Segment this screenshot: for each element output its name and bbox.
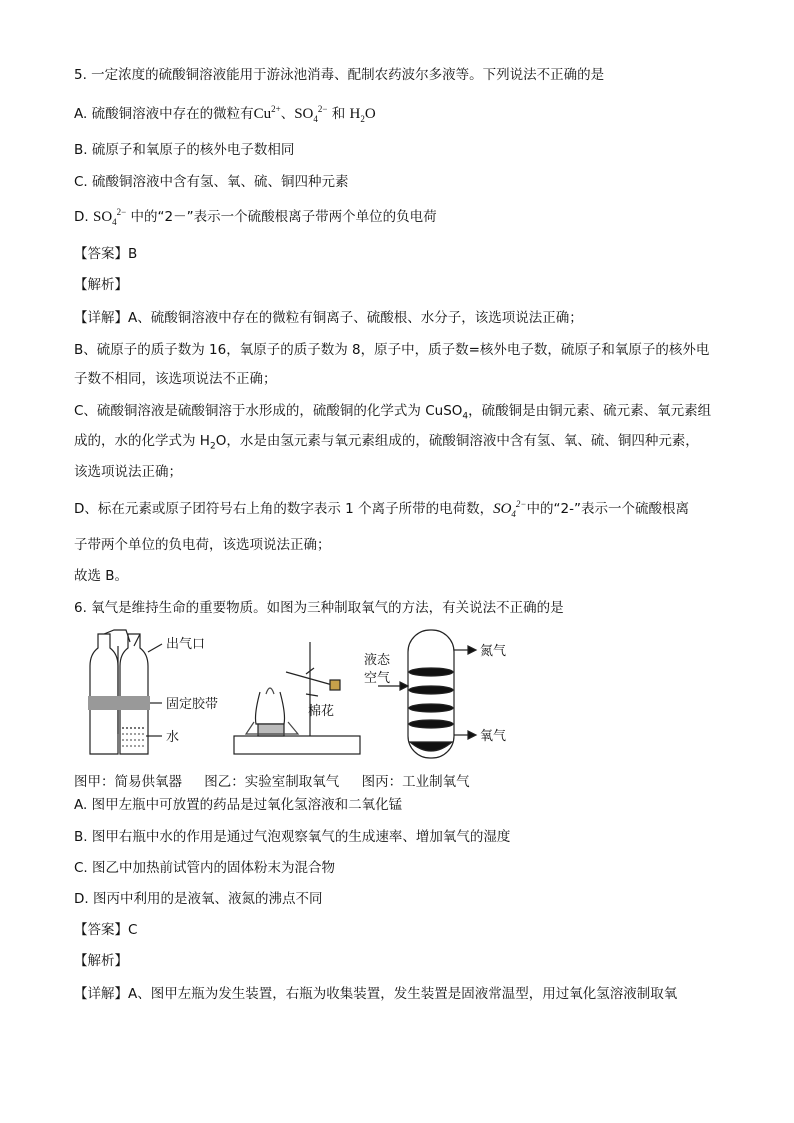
q5-detail-a: 【详解】A、硫酸铜溶液中存在的微粒有铜离子、硫酸根、水分子，该选项说法正确； (74, 310, 583, 326)
industrial-oxygen-column-drawing (378, 630, 476, 758)
q6-stem: 6. 氧气是维持生命的重要物质。如图为三种制取氧气的方法，有关说法不正确的是 (74, 600, 564, 616)
q6-detail-a: 【详解】A、图甲左瓶为发生装置，右瓶为收集装置，发生装置是固液常温型，用过氧化氢溶液制取氧 (74, 986, 678, 1002)
outlet-label: 出气口 (166, 637, 206, 652)
caption-yi: 图乙：实验室制取氧气 (204, 774, 340, 790)
lab-oxygen-apparatus-drawing (234, 642, 360, 754)
q5-detail-b2: 子数不相同，该选项说法不正确； (74, 371, 277, 387)
sulfate-ion: $SO_4^{2-}$ (493, 499, 527, 519)
q6-option-c: C. 图乙中加热前试管内的固体粉末为混合物 (74, 860, 336, 876)
simple-oxygen-supplier-drawing (88, 630, 162, 754)
q5-option-b: B. 硫原子和氧原子的核外电子数相同 (74, 142, 295, 158)
q5-option-c: C. 硫酸铜溶液中含有氢、氧、硫、铜四种元素 (74, 174, 349, 190)
q6-option-d: D. 图丙中利用的是液氧、液氮的沸点不同 (74, 891, 323, 907)
q5-option-a: A. 硫酸铜溶液中存在的微粒有$Cu^{2+}$、$SO_4^{2-}$ 和 $H_2O$ (74, 104, 376, 124)
water-label: 水 (166, 730, 180, 745)
oxygen-label: 氧气 (480, 729, 507, 744)
caption-bing: 图丙：工业制氧气 (361, 774, 470, 790)
q5-answer: 【答案】B (74, 246, 138, 262)
q5-conclusion: 故选 B。 (74, 568, 129, 584)
q5-detail-d1: D、标在元素或原子团符号右上角的数字表示 1 个离子所带的电荷数，$SO_4^{2-}$中的“2-”表示一个硫酸根离 (74, 499, 689, 519)
caption-jia: 图甲：简易供氧器 (74, 774, 182, 790)
cu-ion: $Cu^{2+}$ (253, 104, 281, 122)
q5-stem: 5. 一定浓度的硫酸铜溶液能用于游泳池消毒、配制农药波尔多液等。下列说法不正确的是 (74, 67, 605, 83)
q5-detail-b1: B、硫原子的质子数为 16，氧原子的质子数为 8，原子中，质子数=核外电子数，硫原子和氧原子的核外电 (74, 342, 710, 358)
liquid-air-label-1: 液态 (364, 653, 391, 668)
water-formula: $H_2O$ (349, 106, 376, 124)
q6-option-a: A. 图甲左瓶中可放置的药品是过氧化氢溶液和二氧化锰 (74, 797, 403, 813)
tape-label: 固定胶带 (166, 697, 219, 712)
q5-detail-c1: C、硫酸铜溶液是硫酸铜溶于水形成的，硫酸铜的化学式为 CuSO$_4$，硫酸铜是由铜元素、硫元素、氧元素组 (74, 403, 712, 422)
q6-answer: 【答案】C (74, 922, 138, 938)
sulfate-ion: $SO_4^{2-}$ (92, 207, 127, 227)
q6-option-b: B. 图甲右瓶中水的作用是通过气泡观察氧气的生成速率、增加氧气的湿度 (74, 829, 511, 845)
q6-analysis-heading: 【解析】 (74, 953, 128, 969)
cotton-label: 棉花 (308, 704, 335, 719)
q5-detail-c3: 该选项说法正确； (74, 464, 182, 480)
q5-detail-c2: 成的，水的化学式为 $H_2O$，水是由氢元素与氧元素组成的，硫酸铜溶液中含有氢、氧、硫、铜四种元素， (74, 433, 699, 452)
sulfate-ion: $SO_4^{2-}$ (294, 104, 328, 124)
liquid-air-label-2: 空气 (364, 671, 391, 686)
q5-detail-d2: 子带两个单位的负电荷，该选项说法正确； (74, 537, 331, 553)
nitrogen-label: 氮气 (480, 644, 507, 659)
oxygen-methods-figure (74, 624, 534, 764)
q5-option-d: D. $SO_4^{2-}$ 中的“2－”表示一个硫酸根离子带两个单位的负电荷 (74, 207, 437, 227)
figure-captions (74, 770, 488, 790)
q5-analysis-heading: 【解析】 (74, 277, 128, 293)
